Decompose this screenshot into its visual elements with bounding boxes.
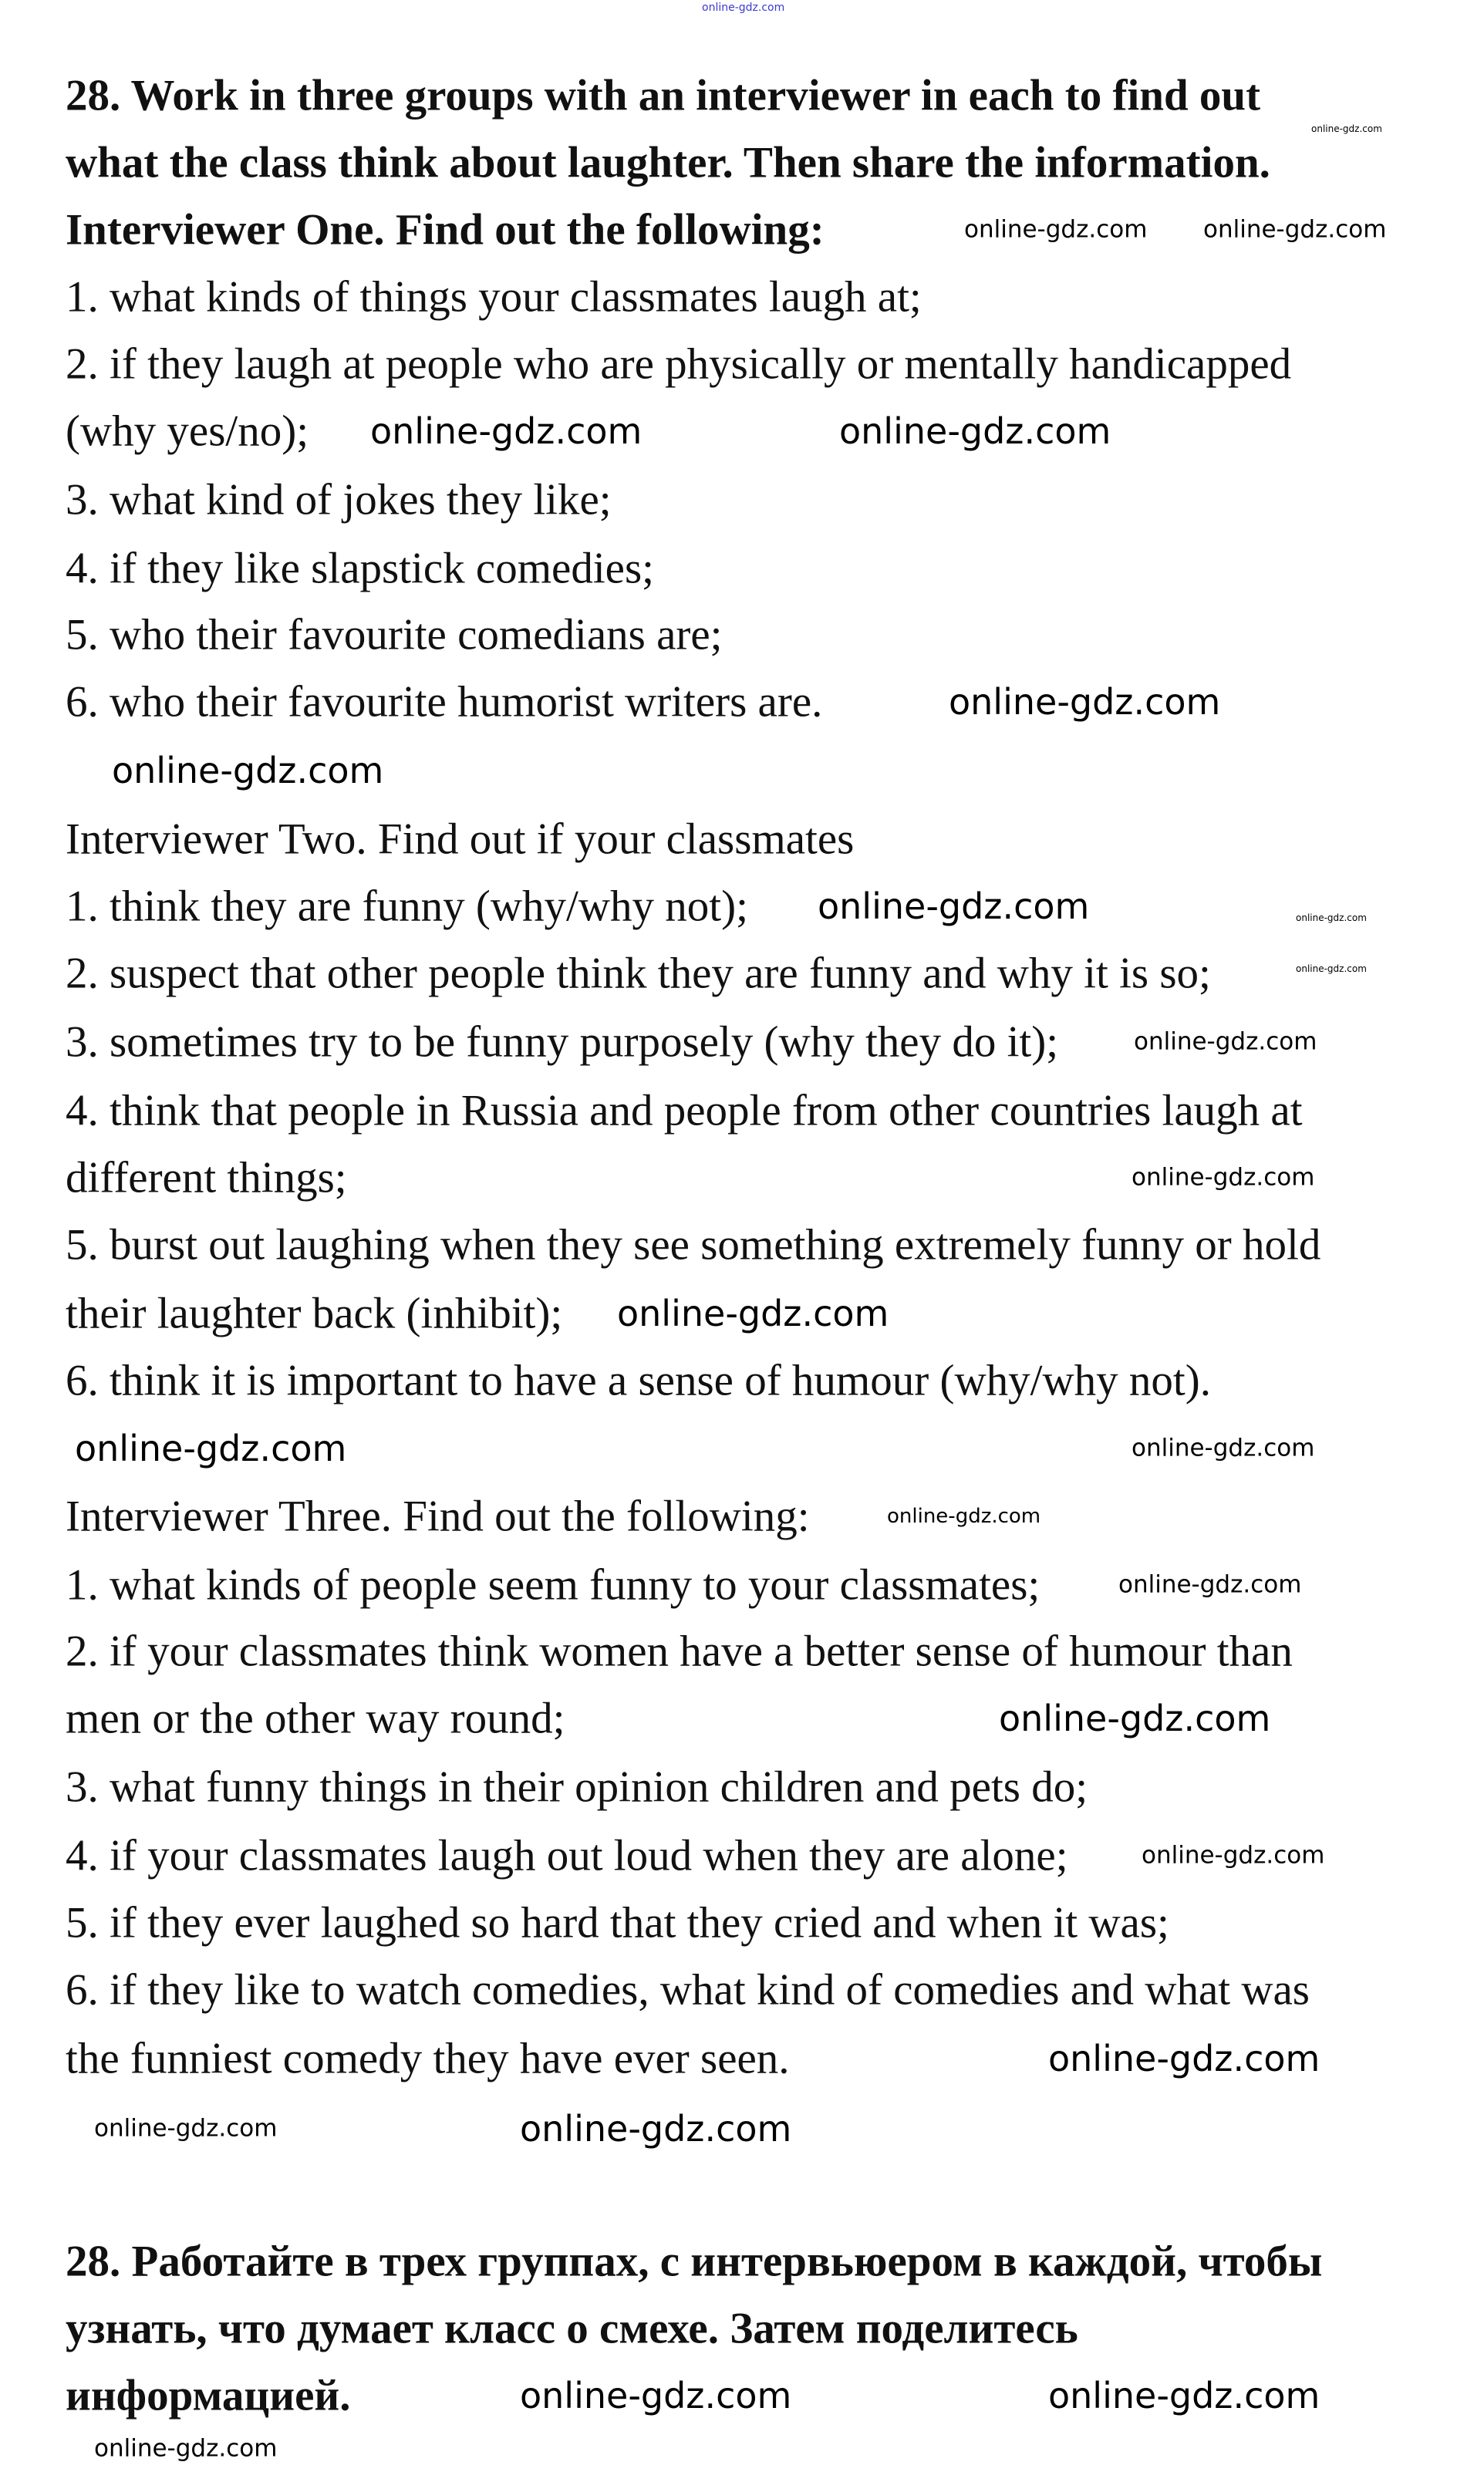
list-item: the funniest comedy they have ever seen. — [66, 2034, 790, 2083]
watermark: online-gdz.com — [370, 410, 643, 452]
section-heading: Interviewer Three. Find out the following: — [66, 1492, 810, 1541]
watermark: online-gdz.com — [1296, 912, 1367, 923]
watermark: online-gdz.com — [617, 1293, 889, 1334]
list-item: (why yes/no); — [66, 406, 309, 456]
watermark: online-gdz.com — [112, 750, 384, 791]
watermark: online-gdz.com — [999, 1698, 1271, 1739]
list-item: 2. suspect that other people think they are funny and why it is so; — [66, 949, 1211, 998]
list-item: 5. burst out laughing when they see something extremely funny or hold — [66, 1220, 1321, 1270]
list-item: 6. who their favourite humorist writers are. — [66, 677, 823, 727]
translation-text: узнать, что думает класс о смехе. Затем поделитесь — [66, 2304, 1078, 2353]
watermark: online-gdz.com — [949, 681, 1221, 723]
watermark: online-gdz.com — [887, 1505, 1041, 1528]
exercise-title: what the class think about laughter. Then share the information. — [66, 138, 1270, 187]
watermark: online-gdz.com — [1118, 1570, 1302, 1599]
watermark: online-gdz.com — [839, 410, 1111, 452]
watermark: online-gdz.com — [94, 2114, 278, 2143]
watermark: online-gdz.com — [1142, 1841, 1325, 1870]
watermark: online-gdz.com — [1132, 1163, 1315, 1192]
watermark: online-gdz.com — [1048, 2375, 1320, 2416]
watermark: online-gdz.com — [1203, 215, 1387, 244]
list-item: their laughter back (inhibit); — [66, 1289, 563, 1338]
exercise-title: 28. Work in three groups with an interviewer in each to find out — [66, 71, 1261, 120]
list-item: 3. what kind of jokes they like; — [66, 475, 612, 524]
translation-text: информацией. — [66, 2371, 351, 2420]
watermark: online-gdz.com — [75, 1428, 347, 1469]
list-item: 3. sometimes try to be funny purposely (why they do it); — [66, 1017, 1059, 1067]
list-item: 6. think it is important to have a sense of humour (why/why not). — [66, 1356, 1211, 1405]
list-item: 4. think that people in Russia and people from other countries laugh at — [66, 1086, 1303, 1135]
list-item: 1. what kinds of things your classmates laugh at; — [66, 272, 922, 322]
section-heading: Interviewer One. Find out the following: — [66, 205, 825, 255]
list-item: men or the other way round; — [66, 1694, 565, 1743]
list-item: 5. if they ever laughed so hard that they cried and when it was; — [66, 1898, 1169, 1947]
watermark: online-gdz.com — [1296, 963, 1367, 974]
list-item: 2. if they laugh at people who are physically or mentally handicapped — [66, 339, 1292, 389]
watermark: online-gdz.com — [1134, 1027, 1317, 1056]
watermark: online-gdz.com — [1048, 2038, 1320, 2079]
list-item: 4. if your classmates laugh out loud when they are alone; — [66, 1831, 1068, 1880]
list-item: 1. think they are funny (why/why not); — [66, 882, 748, 931]
watermark: online-gdz.com — [94, 2434, 278, 2463]
watermark: online-gdz.com — [520, 2108, 792, 2150]
list-item: 6. if they like to watch comedies, what kind of comedies and what was — [66, 1965, 1310, 2015]
section-heading: Interviewer Two. Find out if your classmates — [66, 814, 855, 864]
translation-text: 28. Работайте в трех группах, с интервьюером в каждой, чтобы — [66, 2237, 1323, 2286]
list-item: 4. if they like slapstick comedies; — [66, 544, 654, 593]
watermark: online-gdz.com — [818, 885, 1090, 927]
list-item: 2. if your classmates think women have a better sense of humour than — [66, 1627, 1293, 1676]
watermark: online-gdz.com — [1311, 123, 1382, 134]
watermark: online-gdz.com — [1132, 1434, 1315, 1462]
watermark: online-gdz.com — [520, 2375, 792, 2416]
list-item: 5. who their favourite comedians are; — [66, 610, 723, 659]
list-item: different things; — [66, 1153, 347, 1202]
watermark: online-gdz.com — [702, 2, 785, 14]
list-item: 3. what funny things in their opinion children and pets do; — [66, 1762, 1088, 1812]
list-item: 1. what kinds of people seem funny to your classmates; — [66, 1560, 1040, 1610]
watermark: online-gdz.com — [964, 215, 1148, 244]
